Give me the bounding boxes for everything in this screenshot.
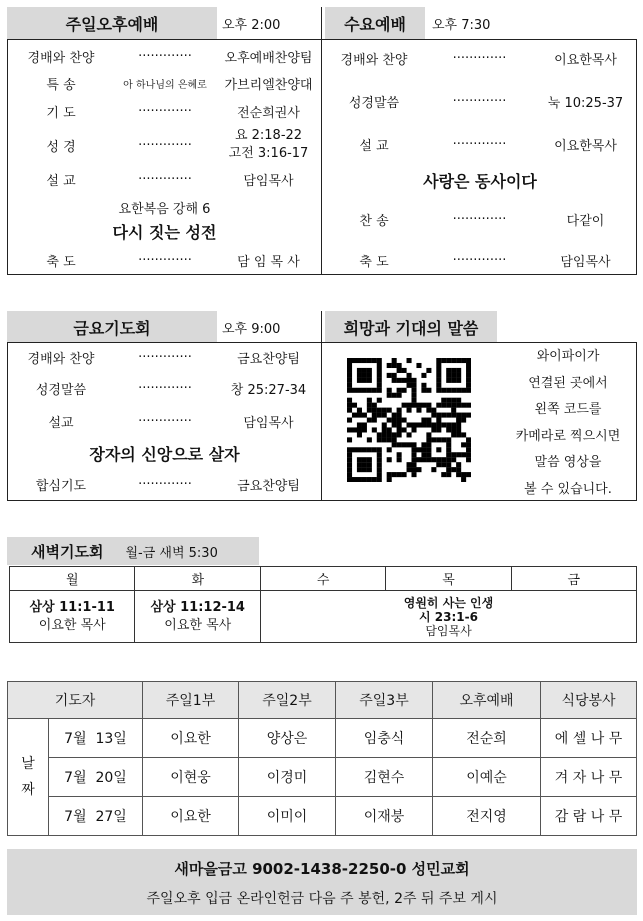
wednesday-time: 오후 7:30: [432, 17, 491, 33]
date-cell: 7월 20일: [49, 758, 143, 797]
header-kitchen: 식당봉사: [541, 682, 637, 719]
hope-line: 카메라로 찍으시면: [515, 428, 621, 444]
header-prayer: 기도자: [8, 682, 143, 719]
row-value: 다같이: [566, 213, 605, 229]
cell: 전순희: [433, 719, 541, 758]
cell: 양상은: [239, 719, 336, 758]
row-value: 금요찬양팀: [237, 351, 300, 367]
row-label: 축 도: [359, 254, 389, 270]
row-dots: ·············: [138, 171, 192, 187]
cell: 이요한: [143, 797, 239, 836]
row-label: 성경말씀: [35, 382, 87, 398]
hope-instructions: [498, 344, 638, 503]
cell: 이재붕: [336, 797, 433, 836]
row-value: 창 25:27-34: [230, 382, 307, 398]
cell: 이미이: [239, 797, 336, 836]
hope-title: 희망과 기대의 말씀: [325, 311, 497, 343]
row-value: 전순희권사: [237, 105, 300, 121]
row-dots: ·············: [138, 48, 192, 64]
day-tue: 화: [135, 567, 261, 591]
dawn-speaker: 담임목사: [425, 623, 472, 638]
bank-account: 새마을금고 9002-1438-2250-0 성민교회: [174, 860, 470, 878]
date-cell: 7월 13일: [49, 719, 143, 758]
hope-line: 왼쪽 코드를: [534, 402, 602, 417]
dawn-tue: [135, 591, 261, 643]
hope-line: 볼 수 있습니다.: [524, 481, 612, 497]
row-value: 담임목사: [243, 173, 294, 189]
sunday-row-special: [12, 71, 317, 95]
qr-code[interactable]: [347, 358, 471, 482]
sunday-row-scripture: [12, 126, 317, 164]
cell: 이경미: [239, 758, 336, 797]
friday-row-sermon: [12, 409, 317, 433]
date-side-label: 날 짜: [8, 719, 49, 836]
wednesday-row-scripture: [326, 89, 634, 113]
date-cell: 7월 27일: [49, 797, 143, 836]
row-value: 가브리엘찬양대: [224, 77, 313, 93]
day-mon: 월: [10, 567, 135, 591]
row-dots: ·············: [138, 252, 192, 268]
table-row: [8, 758, 637, 797]
friday-sermon-title: 장자의 신앙으로 살자: [89, 445, 240, 464]
friday-row-scripture: [12, 376, 317, 400]
row-value: 눅 10:25-37: [547, 95, 624, 111]
wednesday-row-sermon: [326, 132, 634, 156]
row-value: 담 임 목 사: [237, 254, 300, 270]
friday-row-praise: [12, 345, 317, 369]
row-dots: ·············: [138, 476, 192, 492]
row-label: 찬 송: [359, 213, 389, 229]
qr-code-image: [347, 358, 471, 482]
row-dots: ·············: [138, 380, 192, 396]
day-wed: 수: [261, 567, 386, 591]
sunday-sermon-series: 요한복음 강해 6: [118, 202, 211, 217]
cell: 이현웅: [143, 758, 239, 797]
dawn-mon: [10, 591, 135, 643]
row-dots: ·············: [138, 137, 192, 153]
row-label: 합심기도: [35, 478, 87, 494]
hope-line: 말씀 영상을: [534, 455, 602, 470]
sunday-row-prayer: [12, 99, 317, 123]
cell: 임충식: [336, 719, 433, 758]
sunday-pm-time: 오후 2:00: [222, 17, 281, 33]
dawn-speaker: 이요한 목사: [164, 617, 232, 633]
sunday-pm-title: 주일오후예배: [7, 7, 217, 39]
cell: 김현수: [336, 758, 433, 797]
cell: 이예순: [433, 758, 541, 797]
row-dots: ·············: [138, 103, 192, 119]
offering-note: 주일오후 입금 온라인헌금 다음 주 봉헌, 2주 뒤 주보 게시: [146, 891, 498, 907]
row-dots: ·············: [452, 136, 507, 152]
row-label: 경배와 찬양: [340, 52, 408, 68]
header-sunday2: 주일2부: [239, 682, 336, 719]
day-fri: 금: [511, 567, 636, 591]
wednesday-row-praise: [326, 46, 634, 70]
row-dots: ·············: [452, 93, 507, 109]
friday-time: 오후 9:00: [222, 321, 281, 337]
wednesday-sermon-title: 사랑은 동사이다: [423, 172, 537, 191]
row-label: 경배와 찬양: [27, 50, 95, 66]
dawn-days-row: [10, 567, 637, 591]
schedule-header-row: [8, 682, 637, 719]
table-row: [8, 797, 637, 836]
table-row: [8, 719, 637, 758]
wednesday-row-benediction: [326, 248, 634, 272]
sunday-row-praise: [12, 44, 317, 68]
dawn-table: [9, 566, 637, 643]
scripture-ref-1: 요 2:18-22: [234, 128, 303, 143]
dawn-header: [7, 537, 259, 565]
day-thu: 목: [386, 567, 511, 591]
dawn-ref: 삼상 11:1-11: [29, 599, 115, 615]
row-label: 설 교: [46, 173, 76, 189]
sunday-row-sermon: [12, 167, 317, 191]
row-value: 이요한목사: [554, 52, 617, 68]
row-label: 성경말씀: [348, 95, 400, 111]
row-label: 설교: [48, 415, 74, 431]
dawn-title: 새벽기도회: [31, 542, 104, 561]
row-label: 특 송: [46, 77, 76, 93]
schedule-table: [7, 681, 637, 836]
row-dots: ·············: [452, 211, 507, 227]
wednesday-title: 수요예배: [325, 7, 425, 39]
cell: 에 셀 나 무: [541, 719, 637, 758]
wednesday-row-hymn: [326, 207, 634, 231]
header-afternoon: 오후예배: [433, 682, 541, 719]
dawn-ref: 시 23:1-6: [419, 609, 478, 624]
dawn-sermon-title: 영원히 사는 인생: [403, 595, 494, 610]
row-dots: ·············: [138, 349, 192, 365]
header-sunday1: 주일1부: [143, 682, 239, 719]
cell: 전지영: [433, 797, 541, 836]
divider-vertical-2: [321, 311, 322, 501]
row-value: 담임목사: [243, 415, 294, 431]
special-song-title: 아 하나님의 은혜로: [123, 79, 207, 91]
row-label: 축 도: [46, 254, 76, 270]
footer-banner: [7, 849, 637, 915]
sunday-sermon-title: 다시 짓는 성전: [112, 223, 217, 242]
divider-vertical: [321, 7, 322, 275]
sunday-row-benediction: [12, 248, 317, 272]
row-value: 담임목사: [560, 254, 611, 270]
cell: 이요한: [143, 719, 239, 758]
scripture-ref-2: 고전 3:16-17: [228, 146, 309, 161]
row-dots: ·············: [452, 50, 507, 66]
friday-title: 금요기도회: [7, 311, 217, 343]
row-dots: ·············: [138, 413, 192, 429]
friday-row-closing: [12, 472, 317, 496]
header-sunday3: 주일3부: [336, 682, 433, 719]
row-value: 오후예배찬양팀: [224, 50, 313, 66]
row-label: 설 교: [359, 138, 389, 154]
hope-line: 와이파이가: [536, 349, 600, 364]
row-label: 기 도: [46, 105, 76, 121]
dawn-speaker: 이요한 목사: [38, 617, 106, 633]
dawn-content-row: [10, 591, 637, 643]
dawn-ref: 삼상 11:12-14: [150, 599, 245, 615]
cell: 감 람 나 무: [541, 797, 637, 836]
scripture-refs: [220, 127, 317, 163]
row-label: 경배와 찬양: [27, 351, 95, 367]
dawn-wed-fri: [261, 591, 637, 643]
row-dots: ·············: [452, 252, 507, 268]
row-value: 이요한목사: [554, 138, 617, 154]
row-value: 금요찬양팀: [237, 478, 300, 494]
cell: 겨 자 나 무: [541, 758, 637, 797]
dawn-time: 월-금 새벽 5:30: [125, 545, 218, 561]
row-label: 성 경: [46, 139, 76, 155]
hope-line: 연결된 곳에서: [528, 375, 608, 391]
